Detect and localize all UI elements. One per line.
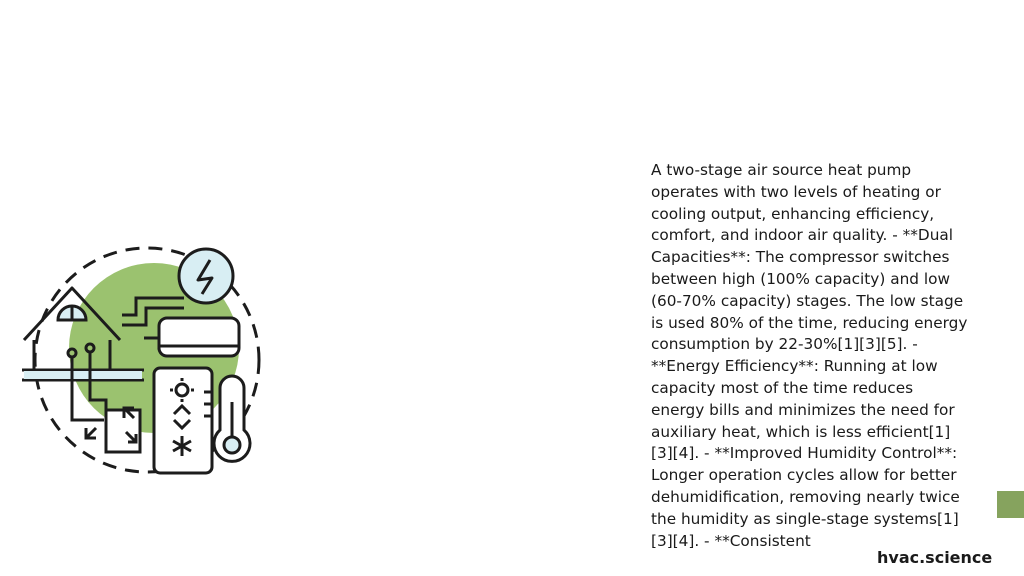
outdoor-unit (159, 318, 239, 356)
arrows-icon (86, 408, 140, 452)
lightning-bolt-icon (179, 249, 233, 303)
thermostat-icon (154, 368, 212, 473)
heat-pump-illustration (14, 240, 274, 485)
thermometer-icon (214, 376, 250, 461)
side-tab[interactable] (997, 491, 1024, 518)
article-body: A two-stage air source heat pump operates with two levels of heating or cooling output, enhancing efficiency, comfort, and indoor air quality. - **Dual Capacities**: The compressor switches between high (100% capacity) and low (60-70% capacity) stages. The low stage is used 80% of the time, reducing energy consumption by 22-30%[1][3][5]. - **Energy Efficiency**: Running at low capacity most of the time reduces energy bills and minimizes the need for auxiliary heat, which is less efficient[1][3][4]. - **Improved Humidity Control**: Longer operation cycles allow for better dehumidification, removing nearly twice the humidity as single-stage systems[1][3][4]. - **Consistent (651, 161, 968, 550)
brand-name: hvac.science (877, 548, 993, 567)
